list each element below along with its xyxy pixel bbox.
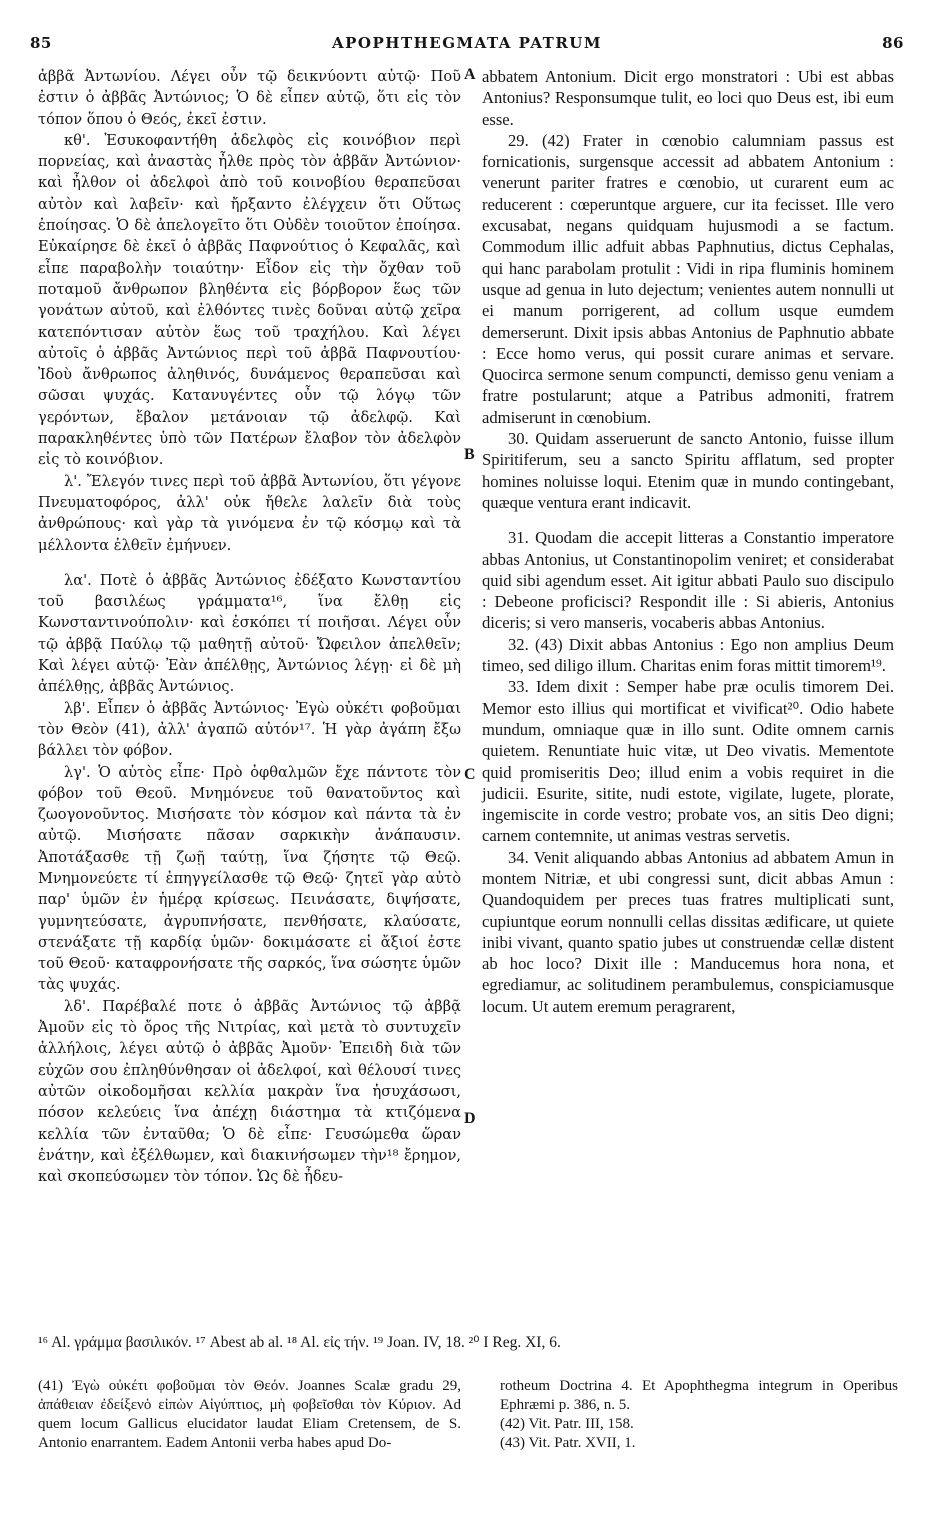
greek-para-0: ἀββᾶ Ἀντωνίου. Λέγει οὖν τῷ δεικνύοντι αὐτῷ· Ποῦ ἐστιν ὁ ἀββᾶς Ἀντώνιος; Ὁ δὲ εἶπεν αὐτῷ, ὅτι εἰς τὸν τόπον ὅπου ὁ Θεός, ἐκεῖ ἐστιν.	[38, 68, 461, 128]
notes-left	[38, 1377, 461, 1453]
running-header	[30, 34, 904, 56]
page-number-left: 85	[30, 34, 52, 52]
greek-para-31: λα'. Ποτὲ ὁ ἀββᾶς Ἀντώνιος ἐδέξατο Κωνσταντίου τοῦ βασιλέως γράμματα¹⁶, ἵνα ἔλθῃ εἰς Κωνσταντινούπολιν· καὶ ἐσκόπει τί ποιῆσαι. Λέγει οὖν τῷ ἀββᾷ Παύλῳ τῷ μαθητῇ αὐτοῦ· Ὤφειλον ἀπελθεῖν; Καὶ λέγει αὐτῷ· Ἐὰν ἀπέλθῃς, Ἀντώνιος λέγῃ· εἰ δὲ μὴ ἀπέλθῃς, ἀββᾶς Ἀντώνιος.	[38, 571, 461, 696]
latin-para-32: 32. (43) Dixit abbas Antonius : Ego non amplius Deum timeo, sed diligo illum. Charitas enim foras mittit timorem¹⁹.	[482, 634, 894, 676]
margin-letter-c: C	[464, 766, 476, 783]
margin-letter-b: B	[464, 446, 475, 463]
page-number-right: 86	[882, 34, 904, 52]
note-41-continued: rotheum Doctrina 4. Et Apophthegma integrum in Operibus Ephræmi p. 386, n. 5.	[500, 1378, 898, 1413]
margin-letter-d: D	[464, 1110, 476, 1127]
greek-column	[38, 66, 461, 1187]
greek-para-32: λβ'. Εἶπεν ὁ ἀββᾶς Ἀντώνιος· Ἐγὼ οὐκέτι φοβοῦμαι τὸν Θεὸν (41), ἀλλ' ἀγαπῶ αὐτόν¹⁷. Ἡ γὰρ ἀγάπη ἔξω βάλλει τὸν φόβον.	[38, 699, 461, 760]
latin-para-33: 33. Idem dixit : Semper habe præ oculis timorem Dei. Memor esto illius qui mortificat et vivificat²⁰. Odio habete mundum, omniaque quæ in illo sunt. Odite omnem carnis quietem. Renuntiate huic vitæ, ut Deo vivatis. Mementote quid promiseritis Deo; illud enim a vobis requiret in die judicii. Esurite, sitite, nudi estote, vigilate, lugete, plorate, ingemiscite in corde vestro; probate vos, an sitis Deo digni; carnem contemnite, ut animas vestras servetis.	[482, 677, 894, 846]
latin-para-30: 30. Quidam asseruerunt de sancto Antonio, fuisse illum Spiritiferum, seu a sancto Spiritu afflatum, sed propter homines noluisse loqui. Etenim quæ in mundo contingebant, quæque ventura erant indicavit.	[482, 429, 894, 512]
latin-para-34: 34. Venit aliquando abbas Antonius ad abbatem Amun in montem Nitriæ, et ubi congressi sunt, dicit abbas Amun : Quandoquidem per preces tuas fratres multiplicati sunt, cupiuntque eorum nonnulli cellas dissitas ædificare, ut quiete inibi vivant, quanto spatio jubes ut construendæ cellæ distent ab hoc loco? Dixit ille : Manducemus hora nona, et egrediamur, ac solitudinem perambulemus, conspiciamusque locum. Ut autem eremum peragrarent,	[482, 847, 894, 1016]
footnotes: ¹⁶ Al. γράμμα βασιλικόν. ¹⁷ Abest ab al. ¹⁸ Al. εἰς τήν. ¹⁹ Joan. IV, 18. ²⁰ I Reg. XI, 6.	[38, 1334, 561, 1351]
latin-para-29: 29. (42) Frater in cœnobio calumniam passus est fornicationis, surgensque accessit ad abbatem Antonium : venerunt pariter fratres e cœnobio, ut curarent eum ac reducerent : cœperuntque arguere, cur ita fecisset. Ille vero excusabat, negans quidquam hujusmodi a se factum. Commodum illic adfuit abbas Paphnutius, dictus Cephalas, qui hanc parabolam protulit : Vidi in ripa fluminis hominem usque ad genua in luto dejectum; venientes autem nonnulli ut ei manum porrigerent, ad collum usque eumdem demerserunt. Dixit ipsis abbas Antonius de Paphnutio abbate : Ecce homo verus, qui possit curare animas et servare. Quocirca sermone senum compuncti, demisso genu veniam a fratre postularunt; atque a Patribus admoniti, fratrem admiserunt in cœnobium.	[482, 130, 894, 427]
latin-para-31: 31. Quodam die accepit litteras a Constantio imperatore abbas Antonius, ut Constantinopolim veniret; et considerabat quid sibi agendum esset. Ait igitur abbati Paulo suo discipulo : Debeone proficisci? Respondit ille : Si abieris, Antonius diceris; si vero manseris, vocaberis abbas Antonius.	[482, 528, 894, 633]
greek-para-29: κθ'. Ἐσυκοφαντήθη ἀδελφὸς εἰς κοινόβιον περὶ πορνείας, καὶ ἀναστὰς ἦλθε πρὸς τὸν ἀββᾶν Ἀντώνιον· καὶ ἦλθον οἱ ἀδελφοὶ ἀπὸ τοῦ κοινοβίου θεραπεῦσαι αὐτὸν καὶ λαβεῖν· καὶ ἤρξαντο ἐλέγχειν ὅτι Οὕτως ἐποίησας. Ὁ δὲ ἀπελογεῖτο ὅτι Οὐδὲν τοιοῦτον ἐποίησα. Εὐκαίρησε δὲ ἐκεῖ ὁ ἀββᾶς Παφνούτιος ὁ Κεφαλᾶς, καὶ εἶπε παραβολὴν τοιαύτην· Εἶδον εἰς τὴν ὄχθαν τοῦ ποταμοῦ ἄνθρωπον βληθέντα εἰς βόρβορον ἕως τῶν γονάτων αὐτοῦ, καὶ ἐλθόντες τινὲς δοῦναι αὐτῷ χεῖρα κατεπόντισαν αὐτὸν ἕως τοῦ τραχήλου. Καὶ λέγει αὐτοῖς ὁ ἀββᾶς Ἀντώνιος περὶ τοῦ ἀββᾶ Παφνουτίου· Ἰδοὺ ἄνθρωπος ἀληθινός, δυνάμενος θεραπεῦσαι καὶ σῶσαι ψυχάς. Κατανυγέντες οὖν τῷ λόγῳ τῶν γερόντων, ἔβαλον μετάνοιαν τῷ ἀδελφῷ. Καὶ παρακληθέντες ὑπὸ τῶν Πατέρων ἔλαβον τὸν ἀδελφὸν εἰς τὸ κοινόβιον.	[38, 131, 461, 469]
greek-para-33: λγ'. Ὁ αὐτὸς εἶπε· Πρὸ ὀφθαλμῶν ἔχε πάντοτε τὸν φόβον τοῦ Θεοῦ. Μνημόνευε τοῦ θανατοῦντος καὶ ζωογονοῦντος. Μισήσατε τὸν κόσμον καὶ πάντα τὰ ἐν αὐτῷ. Μισήσατε πᾶσαν σαρκικὴν ἀνάπαυσιν. Ἀποτάξασθε τῇ ζωῇ ταύτῃ, ἵνα ζήσητε τῷ Θεῷ. Μνημονεύετε τί ἐπηγγείλασθε τῷ Θεῷ· ζητεῖ γὰρ αὐτὸ παρ' ὑμῶν ἐν ἡμέρᾳ κρίσεως. Πεινάσατε, διψήσατε, γυμνητεύσατε, ἀγρυπνήσατε, πενθήσατε, κλαύσατε, στενάξατε τῇ καρδίᾳ ὑμῶν· δοκιμάσατε εἰ ἄξιοί ἐστε τοῦ Θεοῦ· καταφρονήσατε τῆς σαρκός, ἵνα σώσητε ὑμῶν τὰς ψυχάς.	[38, 763, 461, 994]
running-title: APOPHTHEGMATA PATRUM	[332, 34, 602, 52]
note-41: (41) Ἐγὼ οὐκέτι φοβοῦμαι τὸν Θεόν. Joannes Scalæ gradu 29, ἀπάθειαν ἐδείξενὁ εἰπὼν Αἰγύπτιος, μὴ φοβεῖσθαι τὸν Κύριον. Ad quem locum Gallicus elucidator laudat Eliam Cretensem, de S. Antonio enarrantem. Eadem Antonii verba habes apud Do-	[38, 1378, 461, 1451]
notes-right	[500, 1377, 898, 1453]
latin-column	[482, 66, 894, 1017]
note-42: (42) Vit. Patr. III, 158.	[500, 1416, 634, 1432]
greek-para-30: λ'. Ἔλεγόν τινες περὶ τοῦ ἀββᾶ Ἀντωνίου, ὅτι γέγονε Πνευματοφόρος, ἀλλ' οὐκ ἤθελε λαλεῖν διὰ τοὺς ἀνθρώπους· καὶ γὰρ τὰ γινόμενα ἐν τῷ κόσμῳ καὶ τὰ μέλλοντα ἐλθεῖν ἐμήνυεν.	[38, 472, 461, 554]
margin-letter-a: A	[464, 66, 476, 83]
note-43: (43) Vit. Patr. XVII, 1.	[500, 1435, 636, 1451]
latin-para-0: abbatem Antonium. Dicit ergo monstratori : Ubi est abbas Antonius? Responsumque tulit, eo loci quo Deus est, ibi eum esse.	[482, 67, 894, 129]
greek-para-34: λδ'. Παρέβαλέ ποτε ὁ ἀββᾶς Ἀντώνιος τῷ ἀββᾷ Ἀμοῦν εἰς τὸ ὄρος τῆς Νιτρίας, καὶ μετὰ τὸ συντυχεῖν ἀλλήλοις, λέγει αὐτῷ ὁ ἀββᾶς Ἀμοῦν· Ἐπειδὴ διὰ τῶν εὐχῶν σου ἐπληθύνθησαν οἱ ἀδελφοί, καὶ θέλουσί τινες αὐτῶν οἰκοδομῆσαι κελλία μακρὰν ἵνα ἡσυχάσωσι, πόσον κελεύεις ἵνα ἀπέχῃ διάστημα τὰ κτιζόμενα κελλία τῶν ἐνταῦθα; Ὁ δὲ εἶπε· Γευσώμεθα ὥραν ἐνάτην, καὶ ἐξέλθωμεν, καὶ διακινήσωμεν τὴν¹⁸ ἔρημον, καὶ σκοπεύσωμεν τὸν τόπον. Ὡς δὲ ἦδευ-	[38, 997, 461, 1186]
